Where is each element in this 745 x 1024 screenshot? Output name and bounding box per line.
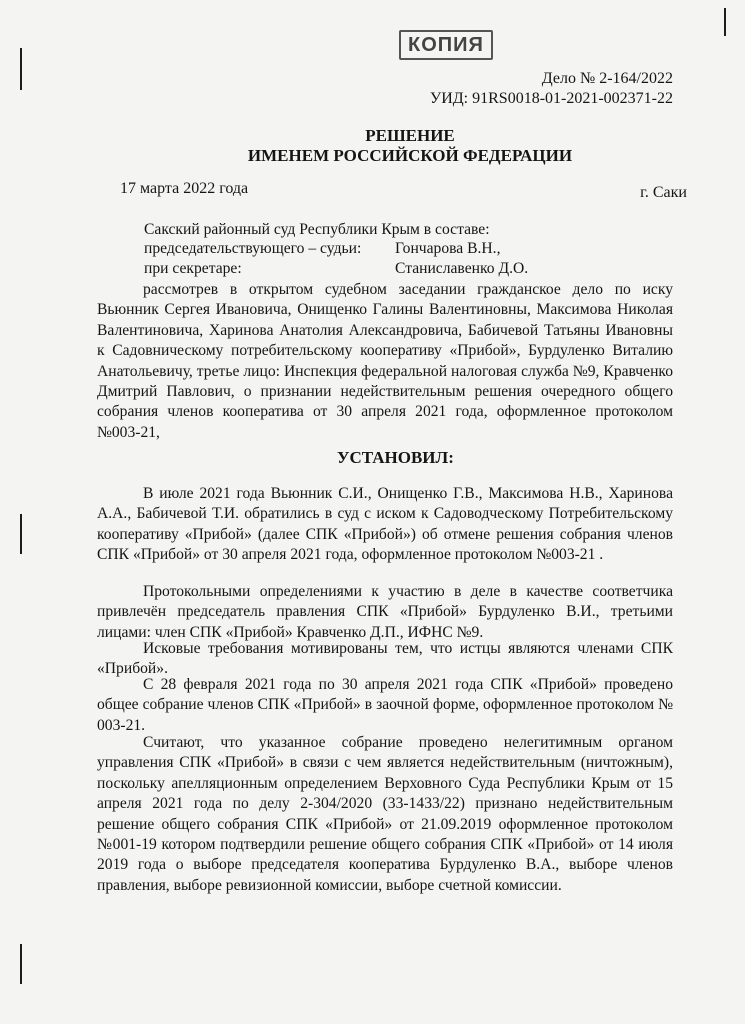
scan-edge-mark bbox=[20, 944, 22, 984]
case-number: Дело № 2-164/2022 bbox=[541, 70, 673, 87]
intro-paragraph: рассмотрев в открытом судебном заседании гражданское дело по иску Вьюнник Сергея Ивановича, Онищенко Галины Валентиновны, Максимова Николая Валентиновича, Харинова Анатолия Александровича, Бабичевой Татьяны Ивановны к Садовническому потребительскому кооперативу «Прибой», Бурдуленко Виталию Анатольевичу, третье лицо: Инспекция федеральной налоговая служба №9, Кравченко Дмитрий Павлович, о признании недействительным решения очередного общего собрания членов кооператива от 30 апреля 2021 года, оформленное протоколом №003-21, bbox=[97, 281, 673, 441]
document-title: РЕШЕНИЕ bbox=[365, 126, 455, 145]
document-subtitle: ИМЕНЕМ РОССИЙСКОЙ ФЕДЕРАЦИИ bbox=[247, 146, 573, 165]
secretary-name: Станиславенко Д.О. bbox=[395, 260, 529, 277]
scan-edge-mark bbox=[724, 8, 726, 36]
decision-city: г. Саки bbox=[640, 184, 687, 201]
copy-stamp: КОПИЯ bbox=[399, 30, 493, 60]
secretary-label: при секретаре: bbox=[144, 260, 242, 277]
body-paragraph: С 28 февраля 2021 года по 30 апреля 2021 года СПК «Прибой» проведено общее собрание членов СПК «Прибой» в заочной форме, оформленное протоколом № 003-21. bbox=[97, 676, 673, 734]
body-paragraph: Исковые требования мотивированы тем, что истцы являются членами СПК «Прибой». bbox=[97, 640, 673, 678]
judge-name: Гончарова В.Н., bbox=[395, 240, 501, 257]
body-paragraph: Протокольными определениями к участию в деле в качестве соответчика привлечён председатель правления СПК «Прибой» Бурдуленко В.И., третьими лицами: член СПК «Прибой» Кравченко Д.П., ИФНС №9. bbox=[97, 583, 673, 641]
scan-edge-mark bbox=[20, 48, 22, 90]
judge-label: председательствующего – судьи: bbox=[144, 240, 362, 257]
case-uid: УИД: 91RS0018-01-2021-002371-22 bbox=[429, 90, 673, 107]
body-paragraph: Считают, что указанное собрание проведено нелегитимным органом управления СПК «Прибой» в связи с чем является недействительным (ничтожным), поскольку апелляционным определением Верховного Суда Республики Крым от 15 апреля 2021 года по делу 2-304/2020 (33-1433/22) признано недействительным решение общего собрания СПК «Прибой» от 21.09.2019 оформленное протоколом №001-19 котором подтвердили решение общего собрания СПК «Прибой» от 14 июля 2019 года о выборе председателя кооператива Бурдуленко В.А., выборе членов правления, выборе ревизионной комиссии, выборе счетной комиссии. bbox=[97, 734, 673, 894]
section-heading: УСТАНОВИЛ: bbox=[337, 448, 454, 467]
body-paragraph: В июле 2021 года Вьюнник С.И., Онищенко Г.В., Максимова Н.В., Харинова А.А., Бабичевой Т.И. обратились в суд с иском к Садоводческому Потребительскому кооперативу «Прибой» (далее СПК «Прибой») об отмене решения собрания членов СПК «Прибой» от 30 апреля 2021 года, оформленное протоколом №003-21 . bbox=[97, 485, 673, 564]
scan-edge-mark bbox=[20, 514, 22, 554]
court-composition: Сакский районный суд Республики Крым в составе: bbox=[144, 221, 490, 238]
decision-date: 17 марта 2022 года bbox=[120, 180, 249, 197]
